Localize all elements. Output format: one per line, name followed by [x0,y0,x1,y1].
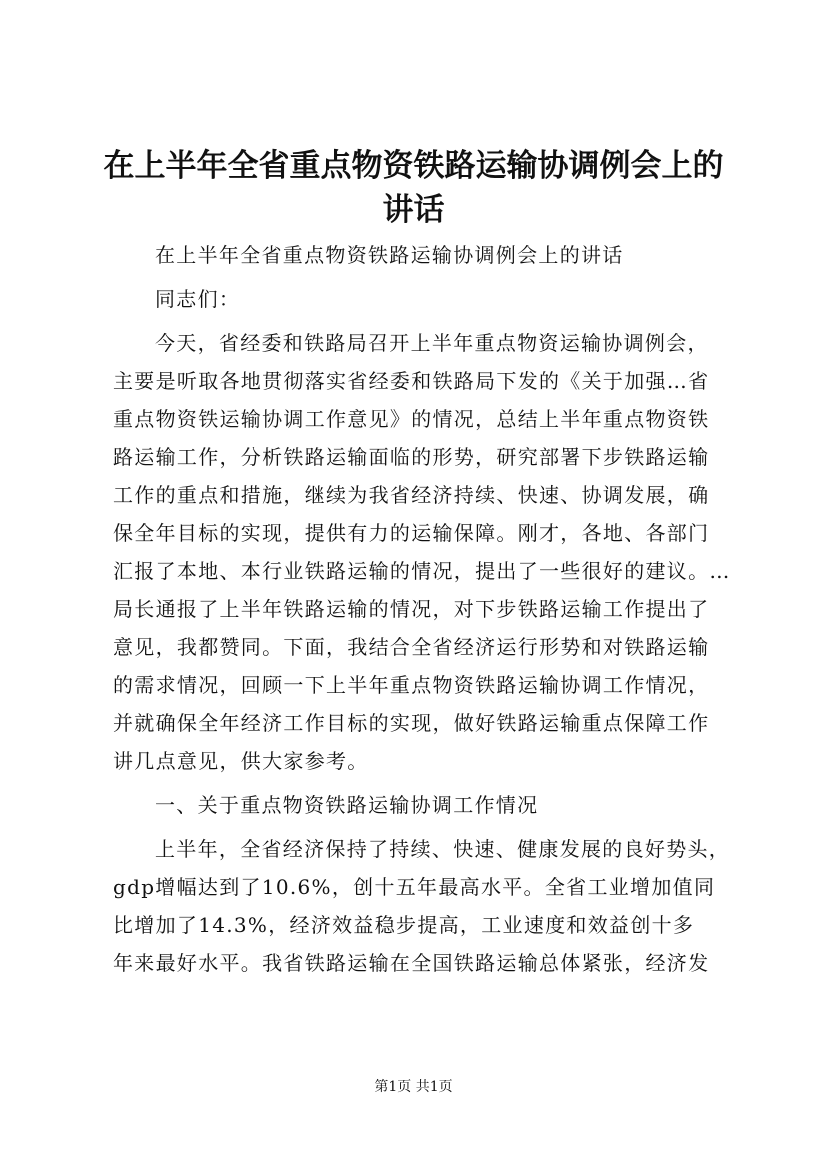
paragraph-line: 路运输工作，分析铁路运输面临的形势，研究部署下步铁路运输 [113,445,710,469]
paragraph-line: 比增加了14.3%，经济效益稳步提高，工业速度和效益创十多 [113,913,695,937]
paragraph-line: 保全年目标的实现，提供有力的运输保障。刚才，各地、各部门 [113,521,710,545]
paragraph-line: 讲几点意见，供大家参考。 [113,749,369,773]
paragraph-line: 汇报了本地、本行业铁路运输的情况，提出了一些很好的建议。… [113,559,731,583]
paragraph-line: 并就确保全年经济工作目标的实现，做好铁路运输重点保障工作 [113,711,710,735]
section-heading: 一、关于重点物资铁路运输协调工作情况 [155,793,539,817]
paragraph-line: 的需求情况，回顾一下上半年重点物资铁路运输协调工作情况， [113,673,710,697]
paragraph-line: gdp增幅达到了10.6%，创十五年最高水平。全省工业增加值同 [113,875,716,899]
subtitle-line: 在上半年全省重点物资铁路运输协调例会上的讲话 [155,243,624,267]
paragraph-line: 主要是听取各地贯彻落实省经委和铁路局下发的《关于加强…省 [113,369,710,393]
document-title-line-1: 在上半年全省重点物资铁路运输协调例会上的 [103,148,724,184]
paragraph-line: 工作的重点和措施，继续为我省经济持续、快速、协调发展，确 [113,483,710,507]
page-number-footer: 第1页 共1页 [374,1079,453,1095]
paragraph-line: 年来最好水平。我省铁路运输在全国铁路运输总体紧张，经济发 [113,951,710,975]
salutation-line: 同志们： [155,287,241,311]
paragraph-line: 局长通报了上半年铁路运输的情况，对下步铁路运输工作提出了 [113,597,710,621]
paragraph-line: 今天，省经委和铁路局召开上半年重点物资运输协调例会， [155,331,709,355]
paragraph-line: 意见，我都赞同。下面，我结合全省经济运行形势和对铁路运输 [113,635,710,659]
document-title-line-2: 讲话 [382,192,445,228]
paragraph-line: 上半年，全省经济保持了持续、快速、健康发展的良好势头， [155,837,731,861]
paragraph-line: 重点物资铁运输协调工作意见》的情况，总结上半年重点物资铁 [113,407,710,431]
